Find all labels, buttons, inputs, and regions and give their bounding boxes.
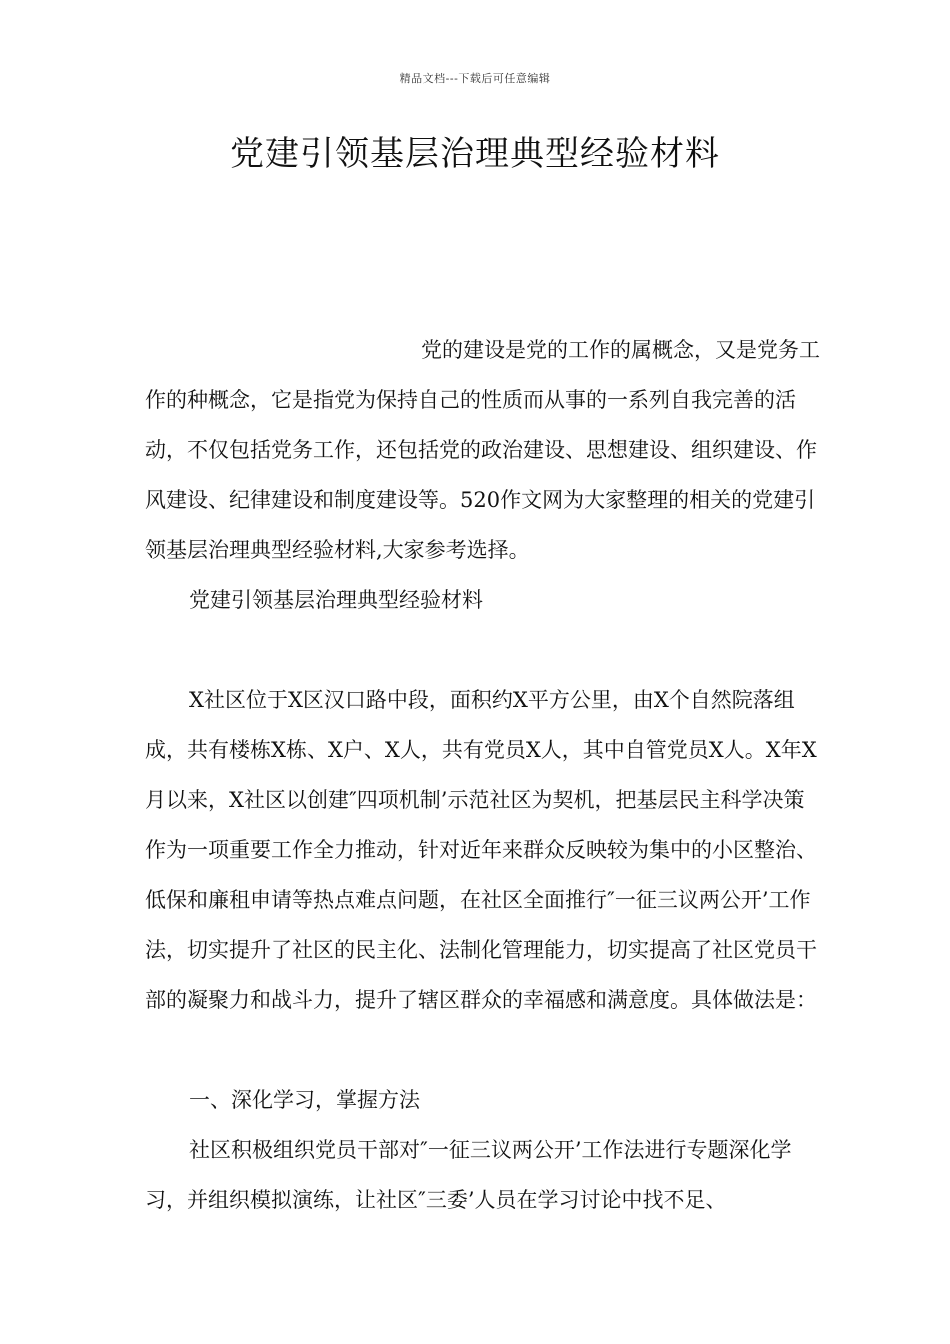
paragraph-subtitle: 党建引领基层治理典型经验材料	[189, 588, 483, 612]
paragraph-section-1: 社区积极组织党员干部对″一征三议两公开’工作法进行专题深化学习，并组织模拟演练，让社区″三委’人员在学习讨论中找不足、	[145, 1138, 792, 1212]
section-heading-1: 一、深化学习，掌握方法	[189, 1088, 420, 1112]
header-note: 精品文档---下载后可任意编辑	[399, 72, 551, 85]
paragraph-community-overview: X社区位于X区汉口路中段，面积约X平方公里，由X个自然院落组成，共有楼栋X栋、X户、X人，共有党员X人，其中自管党员X人。X年X月以来，X社区以创建″四项机制’示范社区为契机，把基层民主科学决策作为一项重要工作全力推动，针对近年来群众反映较为集中的小区整治、低保和廉租申请等热点难点问题，在社区全面推行″一征三议两公开’工作法，切实提升了社区的民主化、法制化管理能力，切实提高了社区党员干部的凝聚力和战斗力，提升了辖区群众的幸福感和满意度。具体做法是：	[145, 688, 817, 1012]
document-title: 党建引领基层治理典型经验材料	[230, 134, 720, 174]
paragraph-intro: 党的建设是党的工作的属概念，又是党务工作的种概念，它是指党为保持自己的性质而从事的一系列自我完善的活动，不仅包括党务工作，还包括党的政治建设、思想建设、组织建设、作风建设、纪律建设和制度建设等。520作文网为大家整理的相关的党建引领基层治理典型经验材料,大家参考选择。	[145, 338, 820, 562]
